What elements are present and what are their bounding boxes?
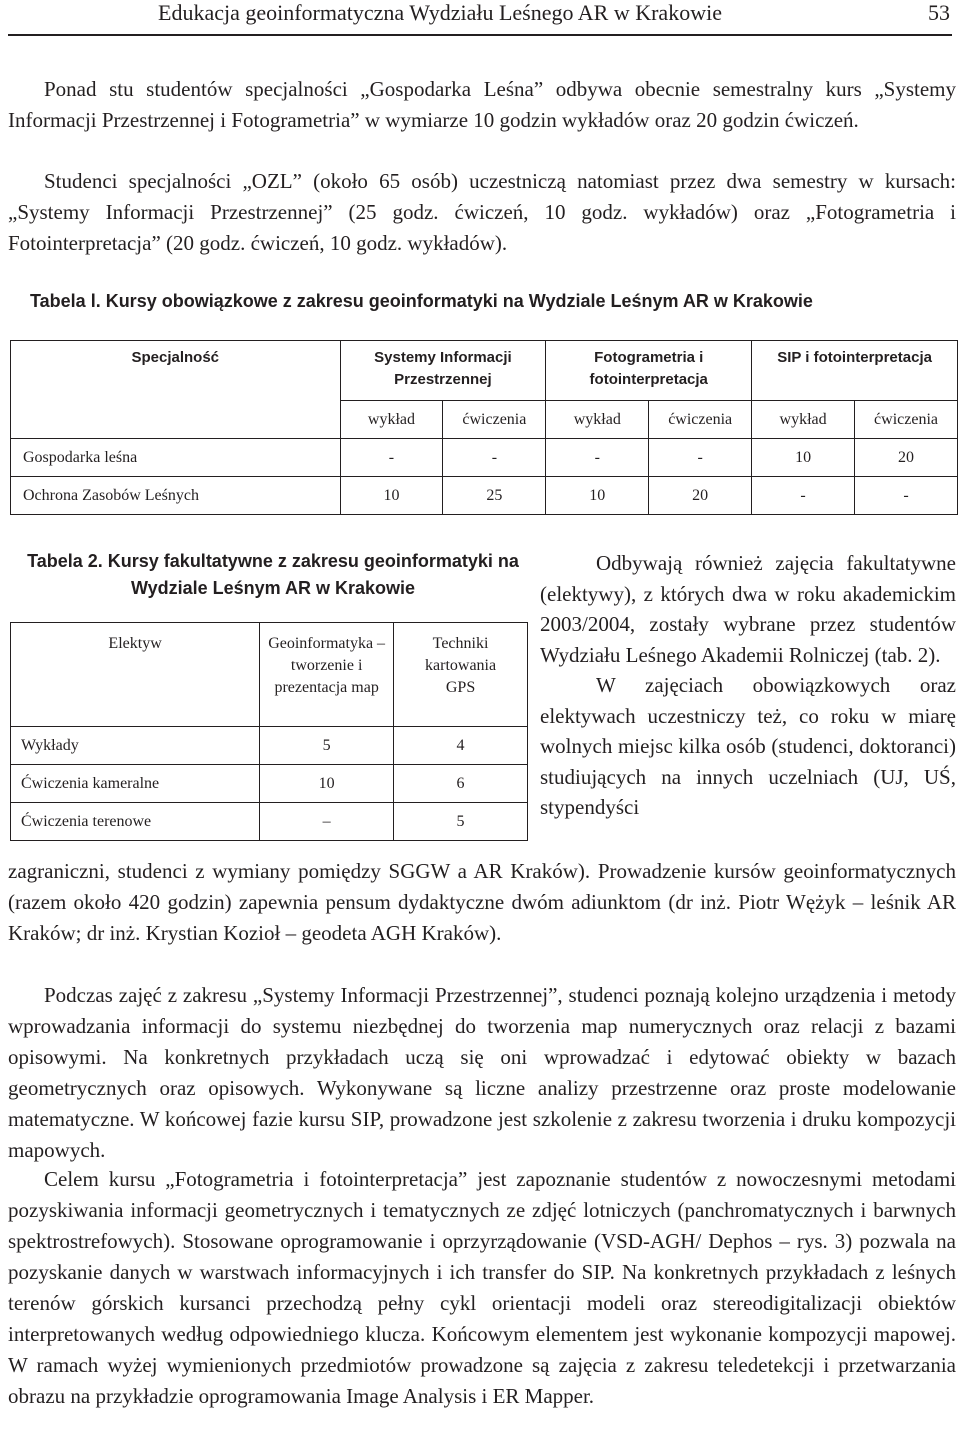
side-column xyxy=(540,548,956,823)
table1-sub-0: wykład xyxy=(340,401,443,439)
table1-group-foto: Fotogrametria i fotointerpretacja xyxy=(546,341,752,401)
table-row xyxy=(11,477,958,515)
paragraph-1: Ponad stu studentów specjalności „Gospodarka Leśna” odbywa obecnie semestralny kurs „Systemy Informacji Przestrzennej i Fotogrametria” w wymiarze 10 godzin wykładów oraz 20 godzin ćwiczeń. xyxy=(8,77,956,132)
table1-row-label: Gospodarka leśna xyxy=(11,439,341,477)
table-2 xyxy=(10,622,528,841)
table2-header-gps: Techniki kartowania GPS xyxy=(394,623,528,727)
table-row xyxy=(11,439,958,477)
table1-cell: 20 xyxy=(855,439,958,477)
paragraph-3: zagraniczni, studenci z wymiany pomiędzy SGGW a AR Kraków). Prowadzenie kursów geoinformatycznych (razem około 420 godzin) zapewnia pensum dydaktyczne dwóm adiunktom (dr inż. Piotr Wężyk – leśnik AR Kraków; dr inż. Krystian Kozioł – geodeta AGH Kraków). xyxy=(8,859,956,945)
table1-cell: - xyxy=(752,477,855,515)
table-row xyxy=(11,765,528,803)
table1-cell: - xyxy=(340,439,443,477)
table2-cell: 10 xyxy=(260,765,394,803)
table2-cell: – xyxy=(260,803,394,841)
side-paragraph-2: W zajęciach obowiązkowych oraz elektywach uczestniczy też, co roku w miarę wolnych miejsc kilka osób (studenci, doktoranci) studiujących na innych uczelniach (UJ, UŚ, stypendyści xyxy=(540,673,956,819)
table1-cell: 10 xyxy=(340,477,443,515)
table-row xyxy=(11,727,528,765)
table1-cell: 20 xyxy=(649,477,752,515)
table1-group-sipfoto: SIP i fotointerpretacja xyxy=(752,341,958,401)
table1-cell: 25 xyxy=(443,477,546,515)
table2-cell: 6 xyxy=(394,765,528,803)
table1-cell: 10 xyxy=(546,477,649,515)
header-title: Edukacja geoinformatyczna Wydziału Leśnego AR w Krakowie xyxy=(158,0,722,25)
table2-cell: 4 xyxy=(394,727,528,765)
table1-header-row xyxy=(11,341,958,401)
paragraph-4: Podczas zajęć z zakresu „Systemy Informacji Przestrzennej”, studenci poznają kolejno urządzenia i metody wprowadzania informacji do systemu niezbędnej do tworzenia map numerycznych oraz relacji z bazami opisowymi. Na konkretnych przykładach uczą się oni wprowadzać i edytować obiekty w bazach geometrycznych oraz opisowych. Wykonywane są liczne analizy przestrzenne oraz proste modelowanie matematyczne. W końcowej fazie kursu SIP, prowadzone jest szkolenie z zakresu tworzenia i druku kompozycji mapowych. xyxy=(8,983,956,1162)
table1-cell: 10 xyxy=(752,439,855,477)
table2-caption: Tabela 2. Kursy fakultatywne z zakresu geoinformatyki na Wydziale Leśnym AR w Krakowie xyxy=(27,551,519,598)
side-paragraph-1: Odbywają również zajęcia fakultatywne (elektywy), z których dwa w roku akademickim 2003/2004, zostały wybrane przez studentów Wydziału Leśnego Akademii Rolniczej (tab. 2). xyxy=(540,551,956,667)
table1-caption: Tabela l. Kursy obowiązkowe z zakresu geoinformatyki na Wydziale Leśnym AR w Krakowie xyxy=(30,291,813,311)
table1-sub-3: ćwiczenia xyxy=(649,401,752,439)
table1-sub-1: ćwiczenia xyxy=(443,401,546,439)
table-1 xyxy=(10,340,958,515)
table1-cell: - xyxy=(546,439,649,477)
table2-row-label: Wykłady xyxy=(11,727,260,765)
paragraph-2: Studenci specjalności „OZL” (około 65 osób) uczestniczą natomiast przez dwa semestry w kursach: „Systemy Informacji Przestrzennej” (25 godz. ćwiczeń, 10 godz. wykładów) oraz „Fotogrametria i Fotointerpretacja” (20 godz. ćwiczeń, 10 godz. wykładów). xyxy=(8,169,956,255)
table1-group-sip: Systemy Informacji Przestrzennej xyxy=(340,341,546,401)
table1-cell: - xyxy=(855,477,958,515)
page-number: 53 xyxy=(928,0,950,25)
table2-header-geoinf: Geoinformatyka – tworzenie i prezentacja map xyxy=(260,623,394,727)
table2-row-label: Ćwiczenia terenowe xyxy=(11,803,260,841)
running-header xyxy=(8,0,952,36)
table1-row-label: Ochrona Zasobów Leśnych xyxy=(11,477,341,515)
table2-cell: 5 xyxy=(260,727,394,765)
paragraph-5: Celem kursu „Fotogrametria i fotointerpretacja” jest zapoznanie studentów z nowoczesnymi metodami pozyskiwania informacji geometrycznych i tematycznych ze zdjęć lotniczych (panchromatycznych i barwnych spektrostrefowych). Stosowane oprogramowanie i oprzyrządowanie (VSD-AGH/ Dephos – rys. 3) pozwala na pozyskanie danych w warstwach informacyjnych i ich transfer do SIP. Na konkretnych przykładach z leśnych terenów górskich kursanci przechodzą pełny cykl orientacji modeli oraz stereodigitalizacji obiektów interpretowanych według odpowiedniego klucza. Końcowym elementem jest wykonanie kompozycji mapowej. W ramach wyżej wymienionych przedmiotów prowadzone są zajęcia z zakresu teledetekcji i przetwarzania obrazu na przykładzie oprogramowania Image Analysis i ER Mapper. xyxy=(8,1167,956,1408)
table-row xyxy=(11,803,528,841)
table1-cell: - xyxy=(649,439,752,477)
table1-col-spec: Specjalność xyxy=(11,341,341,439)
table2-header-row xyxy=(11,623,528,727)
table1-sub-2: wykład xyxy=(546,401,649,439)
table1-sub-5: ćwiczenia xyxy=(855,401,958,439)
table2-header-elektyw: Elektyw xyxy=(11,623,260,727)
table2-cell: 5 xyxy=(394,803,528,841)
table1-cell: - xyxy=(443,439,546,477)
table2-row-label: Ćwiczenia kameralne xyxy=(11,765,260,803)
table1-sub-4: wykład xyxy=(752,401,855,439)
